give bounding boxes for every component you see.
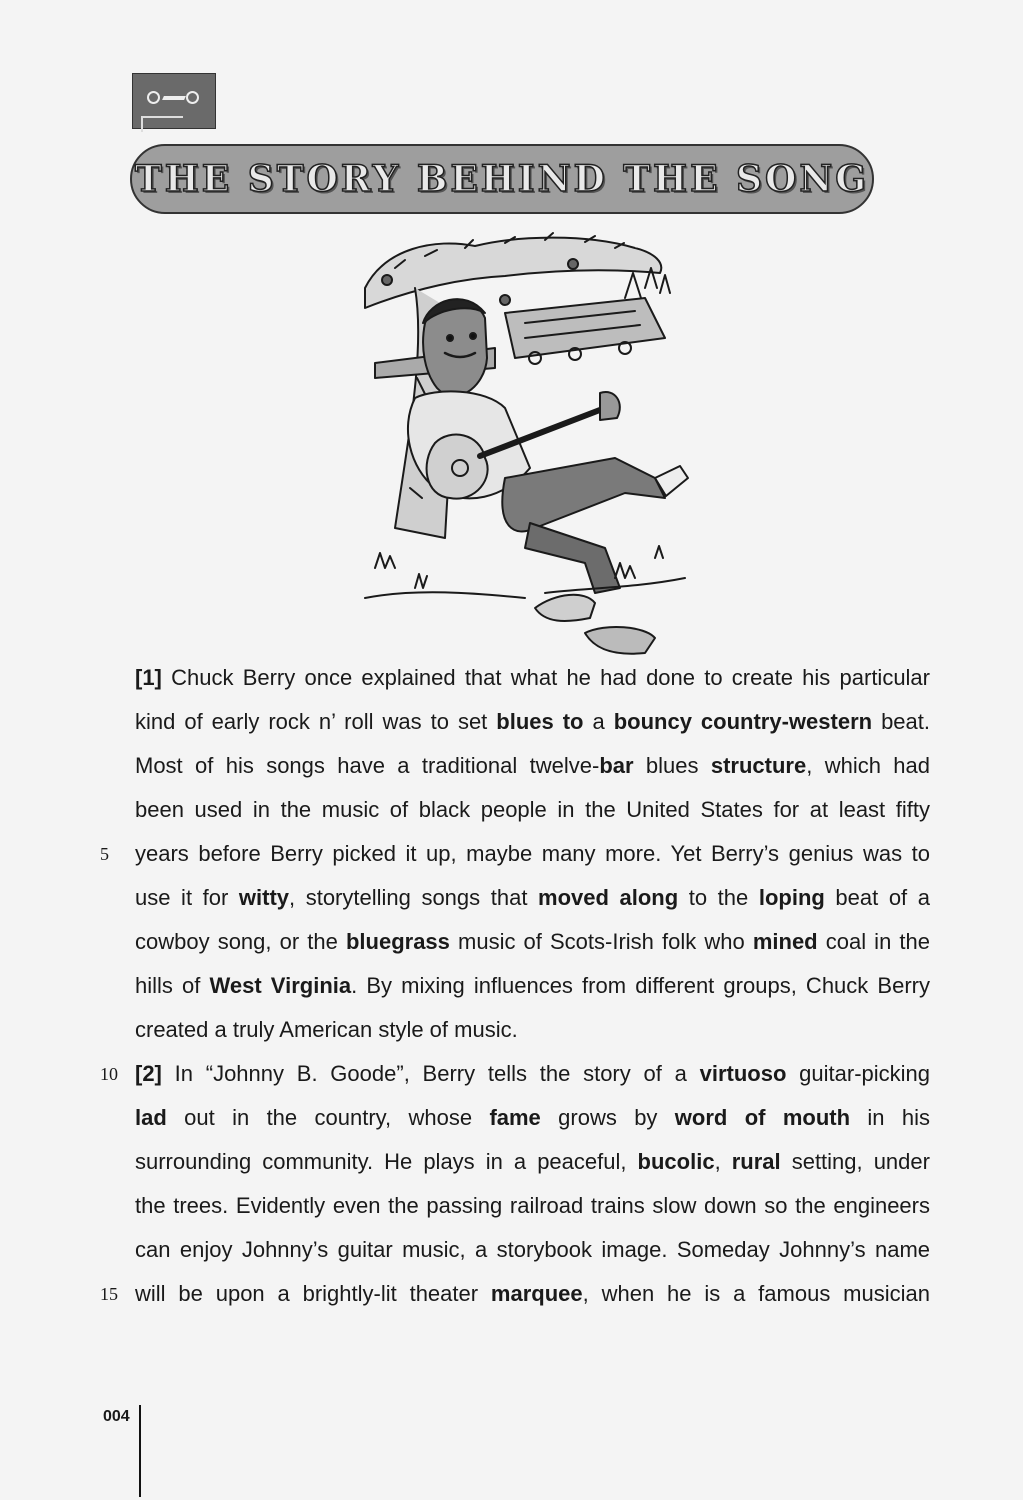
line-number: 10	[100, 1064, 118, 1084]
section-title-banner	[130, 144, 874, 214]
cassette-tape-icon	[132, 73, 216, 129]
paragraph-2	[135, 1052, 930, 1316]
paragraph-marker: [1]	[135, 665, 162, 690]
page-number-divider	[139, 1405, 141, 1497]
paragraph-1-line: been used in the music of black people in the United States for at least fifty	[135, 797, 930, 822]
paragraph-1-line: hills of West Virginia. By mixing influences from different groups, Chuck Berry	[135, 973, 930, 998]
paragraph-2-line: surrounding community. He plays in a peaceful, bucolic, rural setting, under	[135, 1149, 930, 1174]
paragraph-1-line: created a truly American style of music.	[135, 1017, 518, 1042]
paragraph-1-line: cowboy song, or the bluegrass music of Scots-Irish folk who mined coal in the	[135, 929, 930, 954]
line-number: 15	[100, 1284, 118, 1304]
paragraph-2-line: will be upon a brightly-lit theater marquee, when he is a famous musician	[135, 1281, 930, 1306]
paragraph-1-line: years before Berry picked it up, maybe many more. Yet Berry’s genius was to	[135, 841, 930, 866]
line-number: 5	[100, 844, 109, 864]
paragraph-2-line: lad out in the country, whose fame grows by word of mouth in his	[135, 1105, 930, 1130]
paragraph-1-line: kind of early rock n’ roll was to set blues to a bouncy country-western beat.	[135, 709, 930, 734]
guitar-player-under-tree-illustration	[355, 228, 700, 658]
section-title: THE STORY BEHIND THE SONG	[134, 158, 870, 200]
paragraph-marker: [2]	[135, 1061, 162, 1086]
paragraph-1	[135, 656, 930, 1052]
paragraph-2-line: [2] In “Johnny B. Goode”, Berry tells the story of a virtuoso guitar-picking	[135, 1061, 931, 1086]
paragraph-1-line: use it for witty, storytelling songs that moved along to the loping beat of a	[135, 885, 930, 910]
paragraph-2-line: can enjoy Johnny’s guitar music, a storybook image. Someday Johnny’s name	[135, 1237, 930, 1262]
paragraph-1-line: Most of his songs have a traditional twelve-bar blues structure, which had	[135, 753, 930, 778]
paragraph-1-line: [1] Chuck Berry once explained that what he had done to create his particular	[135, 665, 930, 690]
paragraph-2-line: the trees. Evidently even the passing railroad trains slow down so the engineers	[135, 1193, 930, 1218]
page-number: 004	[103, 1408, 130, 1425]
